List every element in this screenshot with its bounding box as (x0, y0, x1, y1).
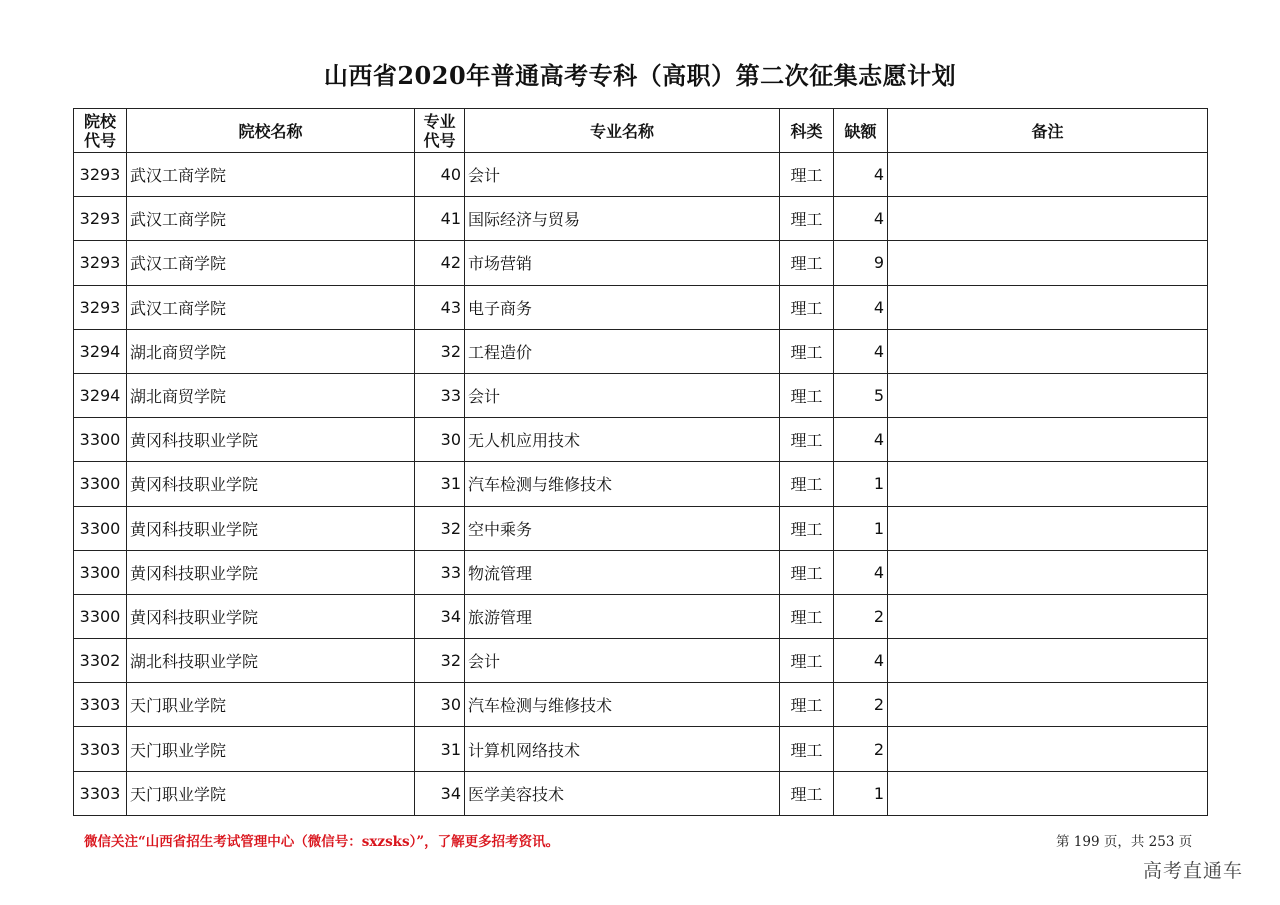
table-row (74, 329, 1208, 373)
table-row (74, 550, 1208, 594)
cell-major-code: 32 (415, 639, 465, 683)
cell-major-name: 空中乘务 (465, 506, 780, 550)
cell-remarks (888, 285, 1208, 329)
cell-subject-type: 理工 (780, 594, 834, 638)
table-row (74, 153, 1208, 197)
cell-remarks (888, 594, 1208, 638)
table-row (74, 418, 1208, 462)
cell-major-name: 计算机网络技术 (465, 727, 780, 771)
table-row (74, 683, 1208, 727)
table-row (74, 727, 1208, 771)
cell-subject-type: 理工 (780, 285, 834, 329)
table-row (74, 639, 1208, 683)
cell-quota: 5 (834, 373, 888, 417)
cell-school-name: 武汉工商学院 (127, 197, 415, 241)
cell-school-code: 3300 (74, 506, 127, 550)
cell-quota: 2 (834, 727, 888, 771)
cell-major-code: 32 (415, 506, 465, 550)
cell-quota: 1 (834, 506, 888, 550)
cell-major-name: 工程造价 (465, 329, 780, 373)
cell-quota: 1 (834, 462, 888, 506)
page-number: 第 199 页，共 253 页 (1056, 834, 1193, 850)
cell-major-name: 物流管理 (465, 550, 780, 594)
cell-school-code: 3293 (74, 197, 127, 241)
cell-major-code: 34 (415, 594, 465, 638)
cell-major-code: 30 (415, 418, 465, 462)
cell-quota: 4 (834, 550, 888, 594)
table-row (74, 506, 1208, 550)
cell-subject-type: 理工 (780, 683, 834, 727)
cell-quota: 4 (834, 285, 888, 329)
header-remarks: 备注 (888, 109, 1208, 153)
cell-school-code: 3300 (74, 550, 127, 594)
cell-major-code: 42 (415, 241, 465, 285)
cell-major-code: 31 (415, 727, 465, 771)
wechat-follow-note: 微信关注“山西省招生考试管理中心（微信号：sxzsks）”，了解更多招考资讯。 (84, 834, 560, 850)
cell-school-name: 黄冈科技职业学院 (127, 506, 415, 550)
cell-school-name: 武汉工商学院 (127, 285, 415, 329)
cell-remarks (888, 329, 1208, 373)
header-school-code: 院校 代号 (74, 109, 127, 153)
cell-major-name: 无人机应用技术 (465, 418, 780, 462)
cell-remarks (888, 197, 1208, 241)
cell-school-code: 3303 (74, 683, 127, 727)
table-row (74, 197, 1208, 241)
header-quota: 缺额 (834, 109, 888, 153)
cell-major-name: 电子商务 (465, 285, 780, 329)
cell-major-name: 会计 (465, 373, 780, 417)
cell-school-name: 天门职业学院 (127, 683, 415, 727)
cell-quota: 1 (834, 771, 888, 815)
cell-major-name: 旅游管理 (465, 594, 780, 638)
cell-major-name: 国际经济与贸易 (465, 197, 780, 241)
cell-quota: 4 (834, 639, 888, 683)
table-row (74, 241, 1208, 285)
cell-major-name: 会计 (465, 639, 780, 683)
cell-school-code: 3302 (74, 639, 127, 683)
cell-school-name: 天门职业学院 (127, 727, 415, 771)
cell-school-code: 3293 (74, 153, 127, 197)
cell-school-name: 湖北商贸学院 (127, 329, 415, 373)
cell-subject-type: 理工 (780, 329, 834, 373)
cell-subject-type: 理工 (780, 462, 834, 506)
cell-subject-type: 理工 (780, 727, 834, 771)
cell-remarks (888, 639, 1208, 683)
cell-major-code: 41 (415, 197, 465, 241)
watermark-text: 高考直通车 (1143, 860, 1244, 882)
table-row (74, 771, 1208, 815)
cell-school-name: 黄冈科技职业学院 (127, 594, 415, 638)
cell-school-name: 黄冈科技职业学院 (127, 550, 415, 594)
cell-subject-type: 理工 (780, 639, 834, 683)
cell-subject-type: 理工 (780, 197, 834, 241)
cell-quota: 9 (834, 241, 888, 285)
cell-remarks (888, 550, 1208, 594)
cell-subject-type: 理工 (780, 771, 834, 815)
cell-school-name: 武汉工商学院 (127, 153, 415, 197)
cell-school-name: 黄冈科技职业学院 (127, 462, 415, 506)
cell-major-code: 33 (415, 373, 465, 417)
cell-subject-type: 理工 (780, 241, 834, 285)
cell-school-name: 天门职业学院 (127, 771, 415, 815)
cell-remarks (888, 153, 1208, 197)
cell-school-code: 3293 (74, 241, 127, 285)
cell-subject-type: 理工 (780, 550, 834, 594)
cell-quota: 2 (834, 683, 888, 727)
header-school-name: 院校名称 (127, 109, 415, 153)
header-major-name: 专业名称 (465, 109, 780, 153)
cell-quota: 2 (834, 594, 888, 638)
cell-remarks (888, 418, 1208, 462)
header-major-code: 专业 代号 (415, 109, 465, 153)
table-row (74, 285, 1208, 329)
cell-major-code: 43 (415, 285, 465, 329)
cell-major-name: 会计 (465, 153, 780, 197)
cell-remarks (888, 241, 1208, 285)
cell-major-name: 汽车检测与维修技术 (465, 683, 780, 727)
cell-school-code: 3300 (74, 594, 127, 638)
cell-school-name: 武汉工商学院 (127, 241, 415, 285)
cell-subject-type: 理工 (780, 506, 834, 550)
cell-quota: 4 (834, 418, 888, 462)
cell-major-name: 医学美容技术 (465, 771, 780, 815)
cell-school-code: 3303 (74, 771, 127, 815)
cell-school-code: 3303 (74, 727, 127, 771)
table-header-row (74, 109, 1208, 153)
cell-subject-type: 理工 (780, 373, 834, 417)
cell-school-code: 3300 (74, 462, 127, 506)
cell-remarks (888, 506, 1208, 550)
cell-major-code: 40 (415, 153, 465, 197)
cell-school-name: 黄冈科技职业学院 (127, 418, 415, 462)
cell-major-code: 31 (415, 462, 465, 506)
cell-major-code: 30 (415, 683, 465, 727)
cell-quota: 4 (834, 197, 888, 241)
cell-school-code: 3300 (74, 418, 127, 462)
cell-remarks (888, 462, 1208, 506)
cell-major-code: 33 (415, 550, 465, 594)
page-title: 山西省2020年普通高考专科（高职）第二次征集志愿计划 (323, 61, 957, 90)
cell-school-code: 3294 (74, 329, 127, 373)
cell-major-code: 34 (415, 771, 465, 815)
table-row (74, 594, 1208, 638)
cell-major-name: 市场营销 (465, 241, 780, 285)
cell-remarks (888, 727, 1208, 771)
cell-quota: 4 (834, 153, 888, 197)
cell-subject-type: 理工 (780, 153, 834, 197)
table-row (74, 373, 1208, 417)
cell-remarks (888, 683, 1208, 727)
cell-school-name: 湖北科技职业学院 (127, 639, 415, 683)
plan-table (73, 108, 1208, 816)
cell-major-name: 汽车检测与维修技术 (465, 462, 780, 506)
cell-subject-type: 理工 (780, 418, 834, 462)
cell-remarks (888, 771, 1208, 815)
header-subject-type: 科类 (780, 109, 834, 153)
cell-school-code: 3294 (74, 373, 127, 417)
cell-quota: 4 (834, 329, 888, 373)
table-row (74, 462, 1208, 506)
cell-school-code: 3293 (74, 285, 127, 329)
cell-school-name: 湖北商贸学院 (127, 373, 415, 417)
cell-major-code: 32 (415, 329, 465, 373)
cell-remarks (888, 373, 1208, 417)
